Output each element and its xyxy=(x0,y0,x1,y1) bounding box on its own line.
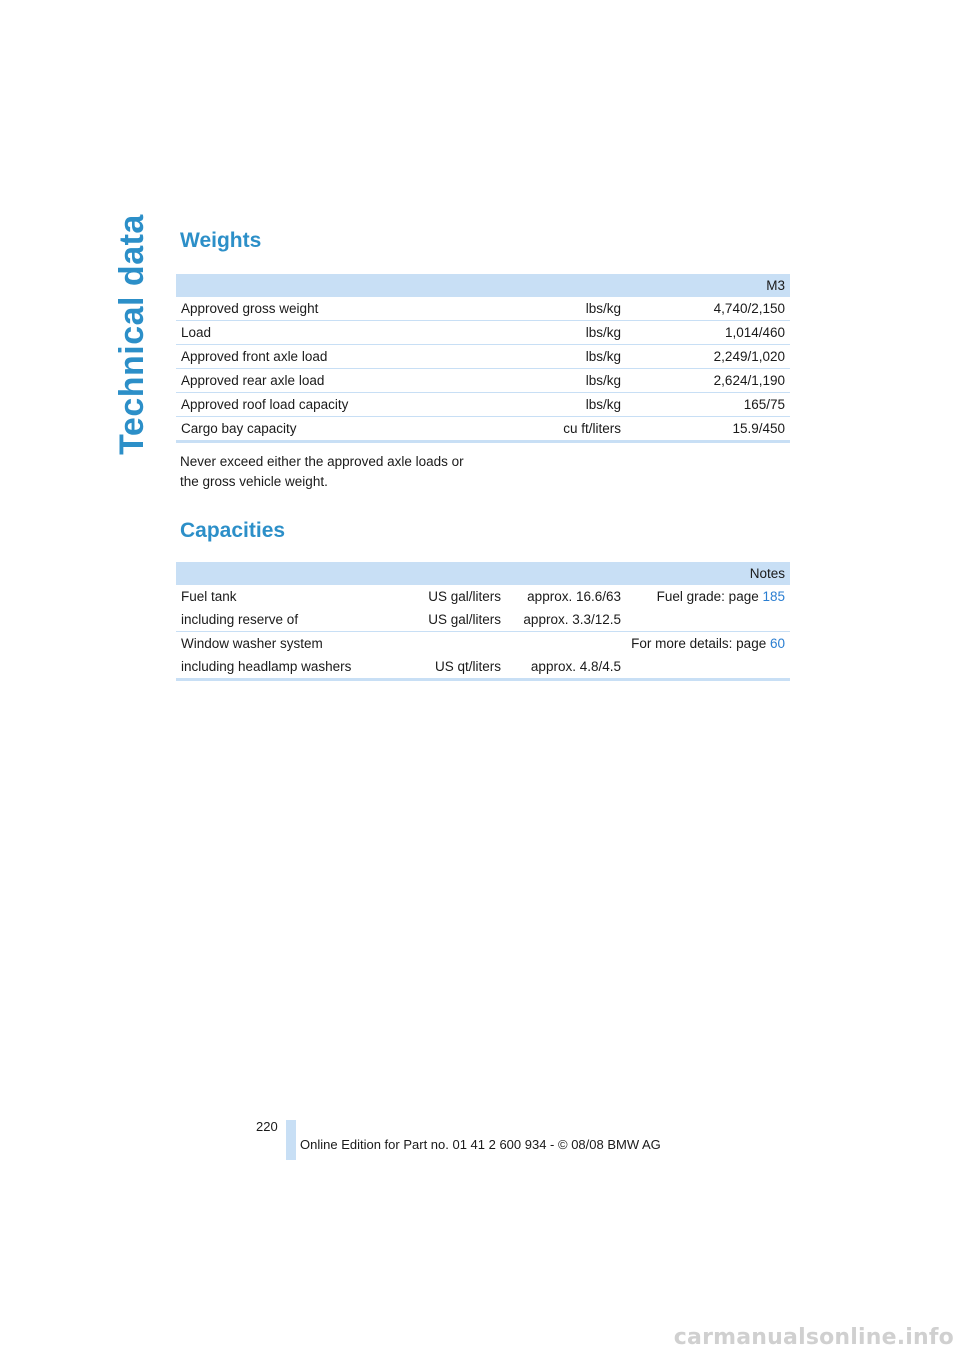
weight-unit: lbs/kg xyxy=(476,321,626,345)
weights-heading: Weights xyxy=(180,229,262,252)
capacity-unit: US qt/liters xyxy=(406,655,506,680)
page-link[interactable]: 185 xyxy=(762,589,785,604)
table-row xyxy=(176,345,790,369)
capacity-note-text: Fuel grade: page xyxy=(656,589,763,604)
capacity-label: including reserve of xyxy=(176,608,406,632)
capacities-header-row xyxy=(176,562,790,585)
weight-value: 165/75 xyxy=(626,393,790,417)
capacity-label: Fuel tank xyxy=(181,589,237,604)
table-row xyxy=(176,608,790,632)
weights-header-row xyxy=(176,274,790,297)
capacities-table xyxy=(176,562,790,681)
weights-table xyxy=(176,274,790,443)
weights-note xyxy=(180,452,500,492)
capacity-unit: US gal/liters xyxy=(406,608,506,632)
weights-note-line2: the gross vehicle weight. xyxy=(180,474,328,489)
table-row xyxy=(176,417,790,442)
capacity-unit xyxy=(406,632,506,656)
capacity-label: including headlamp washers xyxy=(176,655,406,680)
table-row xyxy=(176,393,790,417)
weight-unit: lbs/kg xyxy=(476,393,626,417)
watermark: carmanualsonline.info xyxy=(673,1325,954,1350)
chapter-side-title-text: Technical data xyxy=(112,213,151,455)
capacity-note xyxy=(626,608,790,632)
table-row xyxy=(176,369,790,393)
weight-value: 2,624/1,190 xyxy=(626,369,790,393)
weight-label: Approved rear axle load xyxy=(176,369,476,393)
edition-notice: Online Edition for Part no. 01 41 2 600 934 - © 08/08 BMW AG xyxy=(300,1137,661,1152)
capacity-unit: US gal/liters xyxy=(428,589,501,604)
weight-unit: lbs/kg xyxy=(476,345,626,369)
table-row xyxy=(176,585,790,608)
weights-column-header: M3 xyxy=(626,274,790,297)
capacity-note xyxy=(626,585,790,608)
weight-value: 4,740/2,150 xyxy=(626,297,790,321)
weight-label: Load xyxy=(176,321,476,345)
capacity-value: approx. 16.6/63 xyxy=(527,589,621,604)
capacity-label: Window washer system xyxy=(181,636,323,651)
weight-value: 2,249/1,020 xyxy=(626,345,790,369)
capacity-value: approx. 3.3/12.5 xyxy=(506,608,626,632)
capacity-note xyxy=(626,655,790,680)
weight-label: Cargo bay capacity xyxy=(176,417,476,442)
capacities-heading: Capacities xyxy=(180,519,286,542)
weights-note-line1: Never exceed either the approved axle loads or xyxy=(180,454,464,469)
weight-label: Approved roof load capacity xyxy=(176,393,476,417)
chapter-side-title xyxy=(112,213,152,455)
weight-unit: cu ft/liters xyxy=(476,417,626,442)
weight-label: Approved gross weight xyxy=(176,297,476,321)
table-row xyxy=(176,321,790,345)
footer-accent-bar xyxy=(286,1120,296,1160)
table-row xyxy=(176,655,790,680)
capacity-note-text: For more details: page xyxy=(631,636,770,651)
weight-value: 15.9/450 xyxy=(626,417,790,442)
capacity-note xyxy=(626,632,790,656)
weight-unit: lbs/kg xyxy=(476,369,626,393)
capacity-value: approx. 4.8/4.5 xyxy=(506,655,626,680)
weight-label: Approved front axle load xyxy=(176,345,476,369)
weight-value: 1,014/460 xyxy=(626,321,790,345)
page-link[interactable]: 60 xyxy=(769,636,785,651)
page-number: 220 xyxy=(256,1119,278,1134)
table-row xyxy=(176,632,790,656)
capacities-column-header: Notes xyxy=(626,562,790,585)
table-row xyxy=(176,297,790,321)
capacity-value xyxy=(506,632,626,656)
weight-unit: lbs/kg xyxy=(476,297,626,321)
